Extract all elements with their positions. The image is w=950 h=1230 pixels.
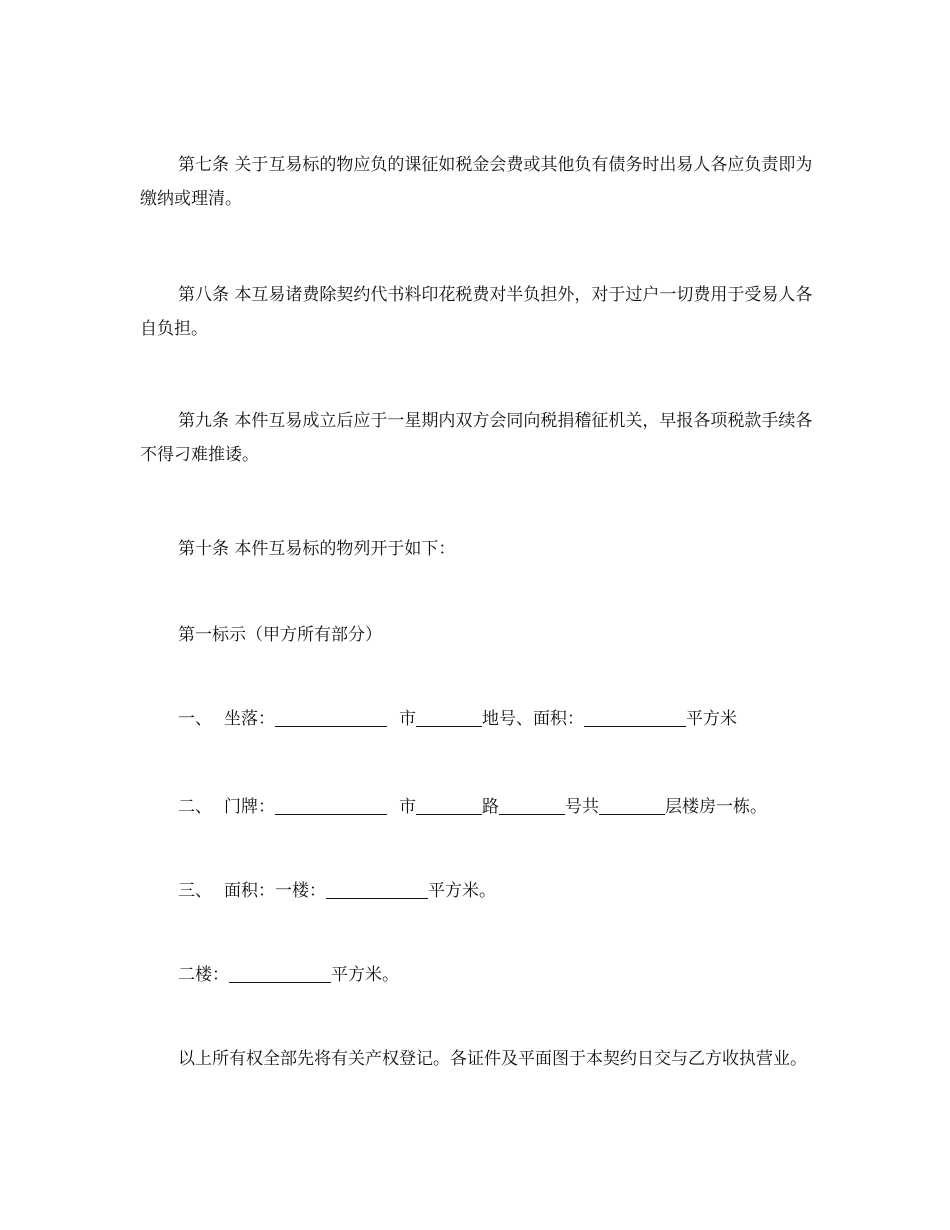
city-label: 市 — [399, 797, 416, 817]
item-label: 坐落： — [224, 709, 275, 729]
item-number: 三、 — [178, 881, 212, 901]
article-8: 第八条 本互易诸费除契约代书料印花税费对半负担外，对于过户一切费用于受易人各自负担。 — [140, 285, 813, 339]
location-blank[interactable] — [275, 708, 387, 727]
second-floor-area-blank[interactable] — [229, 964, 331, 983]
schedule-heading: 第一标示（甲方所有部分） — [178, 625, 382, 645]
schedule-item-address — [178, 790, 767, 824]
lot-area-label: 地号、面积： — [482, 709, 584, 729]
article-10: 第十条 本件互易标的物列开于如下： — [178, 539, 456, 559]
schedule-item-second-floor — [178, 958, 399, 992]
item-label: 门牌： — [224, 797, 275, 817]
unit-label: 平方米。 — [428, 881, 496, 901]
city-label: 市 — [399, 709, 416, 729]
road-label: 路 — [482, 797, 499, 817]
city-blank[interactable] — [416, 708, 482, 727]
address-blank[interactable] — [275, 796, 387, 815]
first-floor-area-blank[interactable] — [326, 880, 428, 899]
closing-paragraph: 以上所有权全部先将有关产权登记。各证件及平面图于本契约日交与乙方收执营业。 — [178, 1049, 807, 1069]
floors-blank[interactable] — [599, 796, 665, 815]
unit-label: 平方米 — [686, 709, 737, 729]
item-label: 二楼： — [178, 965, 229, 985]
unit-label: 平方米。 — [331, 965, 399, 985]
road-blank[interactable] — [499, 796, 565, 815]
building-label: 层楼房一栋。 — [665, 797, 767, 817]
article-7: 第七条 关于互易标的物应负的课征如税金会费或其他负有债务时出易人各应负责即为缴纳或理清。 — [140, 155, 813, 209]
number-label: 号共 — [565, 797, 599, 817]
schedule-item-area — [178, 874, 496, 908]
city-blank[interactable] — [416, 796, 482, 815]
area-blank[interactable] — [584, 708, 686, 727]
item-number: 一、 — [178, 709, 212, 729]
schedule-item-location — [178, 702, 737, 736]
item-number: 二、 — [178, 797, 212, 817]
article-9: 第九条 本件互易成立后应于一星期内双方会同向税捐稽征机关，早报各项税款手续各不得刁难推诿。 — [140, 411, 813, 465]
item-label: 面积：一楼： — [224, 881, 326, 901]
